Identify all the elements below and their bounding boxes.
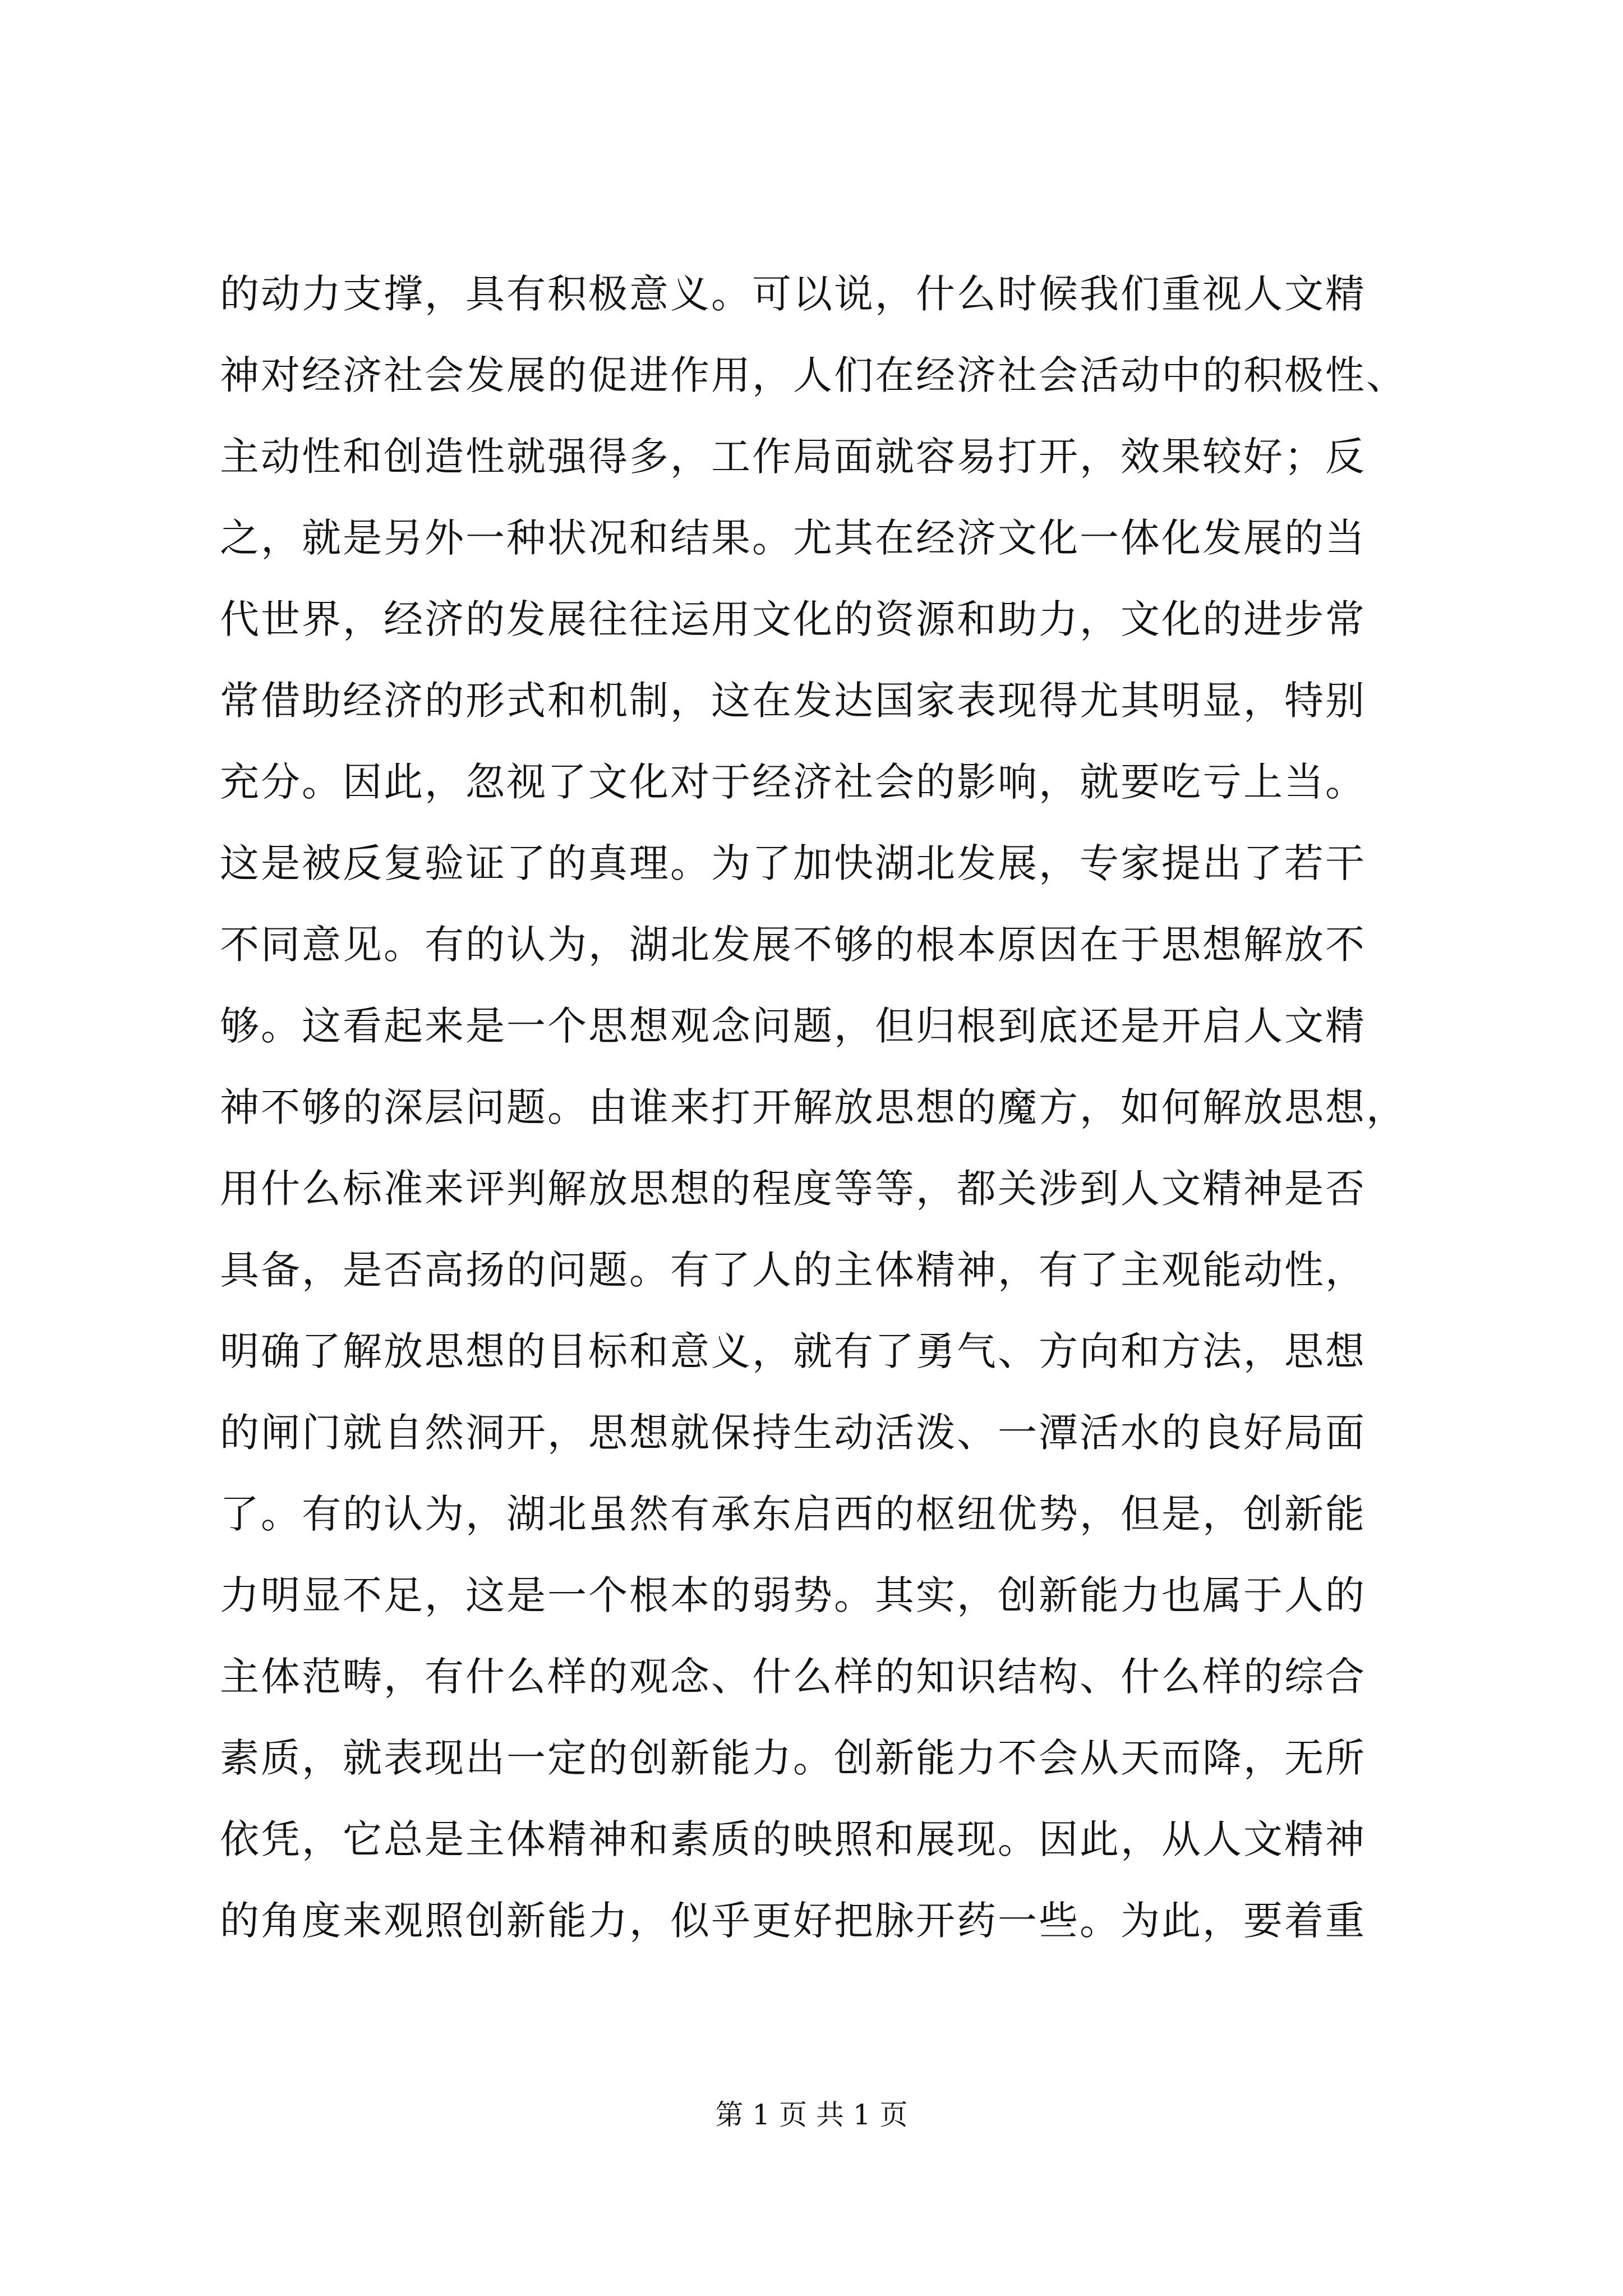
text-line: 够。这看起来是一个思想观念问题，但归根到底还是开启人文精 — [220, 1003, 1366, 1049]
text-line: 明确了解放思想的目标和意义，就有了勇气、方向和方法，思想 — [220, 1328, 1366, 1374]
text-line: 依凭，它总是主体精神和素质的映照和展现。因此，从人文精神 — [220, 1816, 1366, 1862]
text-line: 具备，是否高扬的问题。有了人的主体精神，有了主观能动性， — [220, 1247, 1366, 1293]
text-line: 的闸门就自然洞开，思想就保持生动活泼、一潭活水的良好局面 — [220, 1410, 1366, 1456]
text-line: 用什么标准来评判解放思想的程度等等，都关涉到人文精神是否 — [220, 1166, 1366, 1212]
text-line: 代世界，经济的发展往往运用文化的资源和助力，文化的进步常 — [220, 596, 1366, 642]
text-line: 神对经济社会发展的促进作用，人们在经济社会活动中的积极性、 — [220, 352, 1407, 398]
text-line: 的动力支撑，具有积极意义。可以说，什么时候我们重视人文精 — [220, 271, 1366, 317]
text-line: 这是被反复验证了的真理。为了加快湖北发展，专家提出了若干 — [220, 840, 1366, 886]
page-number-footer: 第 1 页 共 1 页 — [715, 2099, 908, 2131]
text-line: 不同意见。有的认为，湖北发展不够的根本原因在于思想解放不 — [220, 922, 1366, 968]
body-text — [220, 254, 1465, 1962]
text-line: 力明显不足，这是一个根本的弱势。其实，创新能力也属于人的 — [220, 1572, 1366, 1618]
text-line: 素质，就表现出一定的创新能力。创新能力不会从天而降，无所 — [220, 1735, 1366, 1781]
text-line: 主体范畴，有什么样的观念、什么样的知识结构、什么样的综合 — [220, 1654, 1366, 1700]
text-line: 之，就是另外一种状况和结果。尤其在经济文化一体化发展的当 — [220, 515, 1366, 561]
text-line: 常借助经济的形式和机制，这在发达国家表现得尤其明显，特别 — [220, 678, 1366, 724]
text-line: 了。有的认为，湖北虽然有承东启西的枢纽优势，但是，创新能 — [220, 1491, 1366, 1537]
text-line: 主动性和创造性就强得多，工作局面就容易打开，效果较好；反 — [220, 434, 1366, 480]
text-line: 的角度来观照创新能力，似乎更好把脉开药一些。为此，要着重 — [220, 1898, 1366, 1944]
text-line: 神不够的深层问题。由谁来打开解放思想的魔方，如何解放思想， — [220, 1084, 1407, 1130]
text-line: 充分。因此，忽视了文化对于经济社会的影响，就要吃亏上当。 — [220, 759, 1366, 805]
